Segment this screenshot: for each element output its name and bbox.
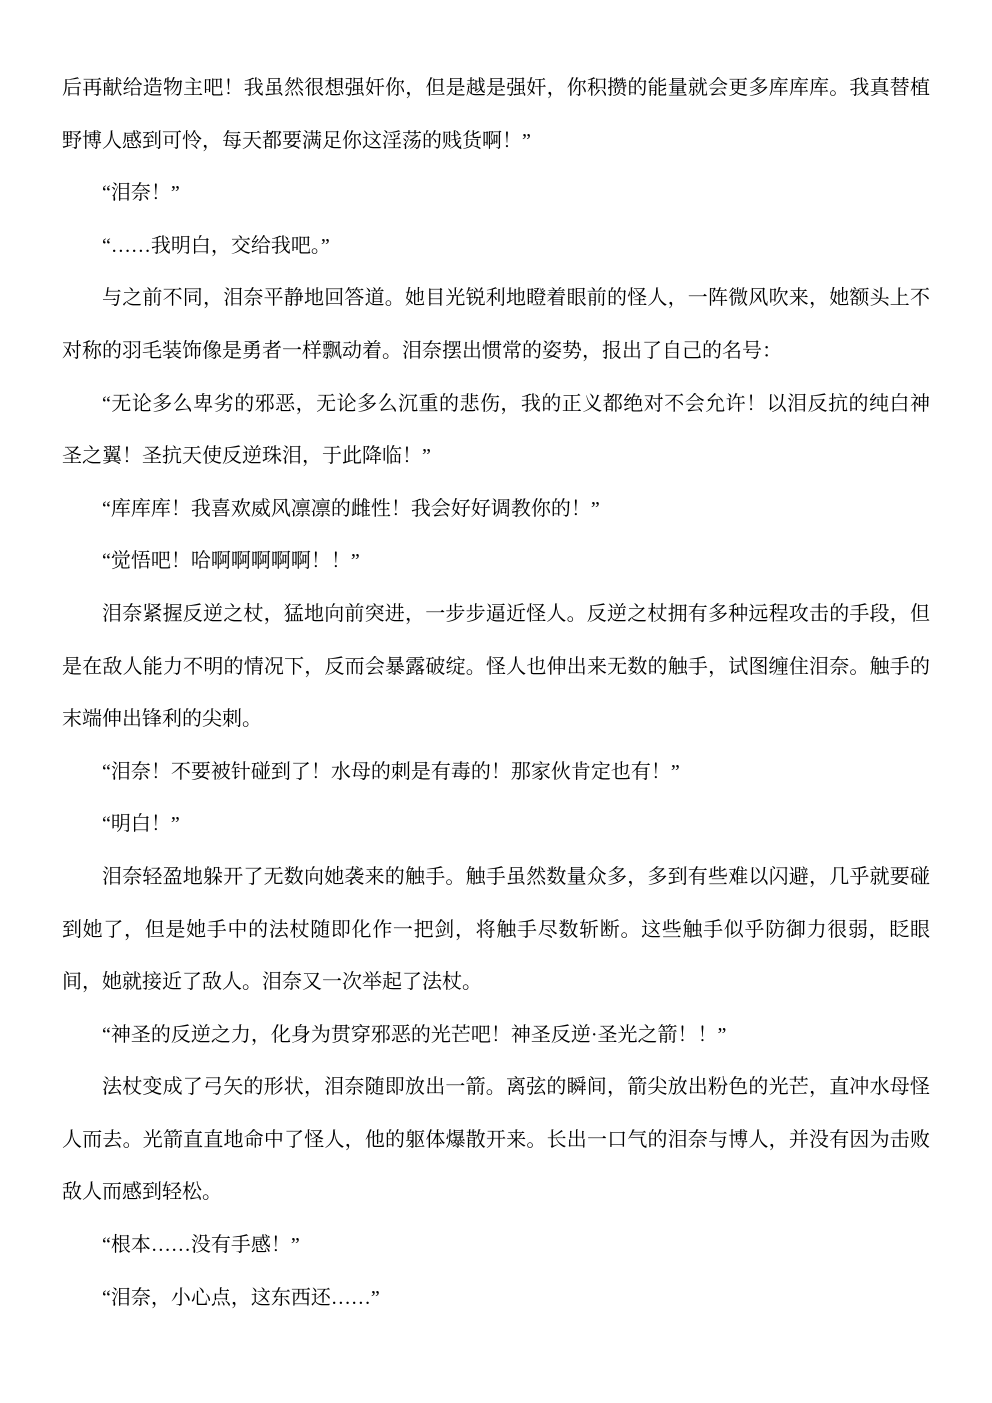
paragraph: “泪奈！”: [102, 182, 180, 205]
paragraph: 泪奈紧握反逆之杖，猛地向前突进，一步步逼近怪人。反逆之杖拥有多种远程攻击的手段，但是在敌人能力不明的情况下，反而会暴露破绽。怪人也伸出来无数的触手，试图缠住泪奈。触手的末端伸出锋利的尖刺。: [62, 602, 930, 731]
paragraph: 泪奈轻盈地躲开了无数向她袭来的触手。触手虽然数量众多，多到有些难以闪避，几乎就要碰到她了，但是她手中的法杖随即化作一把剑，将触手尽数斩断。这些触手似乎防御力很弱，眨眼间，她就接近了敌人。泪奈又一次举起了法杖。: [62, 865, 930, 994]
paragraph: “无论多么卑劣的邪恶，无论多么沉重的悲伤，我的正义都绝对不会允许！以泪反抗的纯白神圣之翼！圣抗天使反逆珠泪，于此降临！”: [62, 392, 930, 468]
document-text-body: [62, 62, 930, 1324]
paragraph: “根本……没有手感！”: [102, 1234, 300, 1257]
paragraph: 与之前不同，泪奈平静地回答道。她目光锐利地瞪着眼前的怪人，一阵微风吹来，她额头上不对称的羽毛装饰像是勇者一样飘动着。泪奈摆出惯常的姿势，报出了自己的名号：: [62, 287, 930, 362]
paragraph: “泪奈！不要被针碰到了！水母的刺是有毒的！那家伙肯定也有！”: [102, 760, 680, 783]
paragraph: “库库库！我喜欢威风凛凛的雌性！我会好好调教你的！”: [102, 497, 600, 520]
paragraph: “觉悟吧！哈啊啊啊啊啊！！”: [102, 550, 360, 573]
paragraph: “神圣的反逆之力，化身为贯穿邪恶的光芒吧！神圣反逆·圣光之箭！！”: [102, 1023, 727, 1046]
paragraph: “泪奈，小心点，这东西还……”: [102, 1286, 380, 1309]
paragraph: 后再献给造物主吧！我虽然很想强奸你，但是越是强奸，你积攒的能量就会更多库库库。我真替植野博人感到可怜，每天都要满足你这淫荡的贱货啊！”: [62, 77, 930, 152]
paragraph: 法杖变成了弓矢的形状，泪奈随即放出一箭。离弦的瞬间，箭尖放出粉色的光芒，直冲水母怪人而去。光箭直直地命中了怪人，他的躯体爆散开来。长出一口气的泪奈与博人，并没有因为击败敌人而感到轻松。: [62, 1076, 930, 1204]
paragraph: “……我明白，交给我吧。”: [102, 234, 330, 257]
paragraph: “明白！”: [102, 813, 180, 836]
